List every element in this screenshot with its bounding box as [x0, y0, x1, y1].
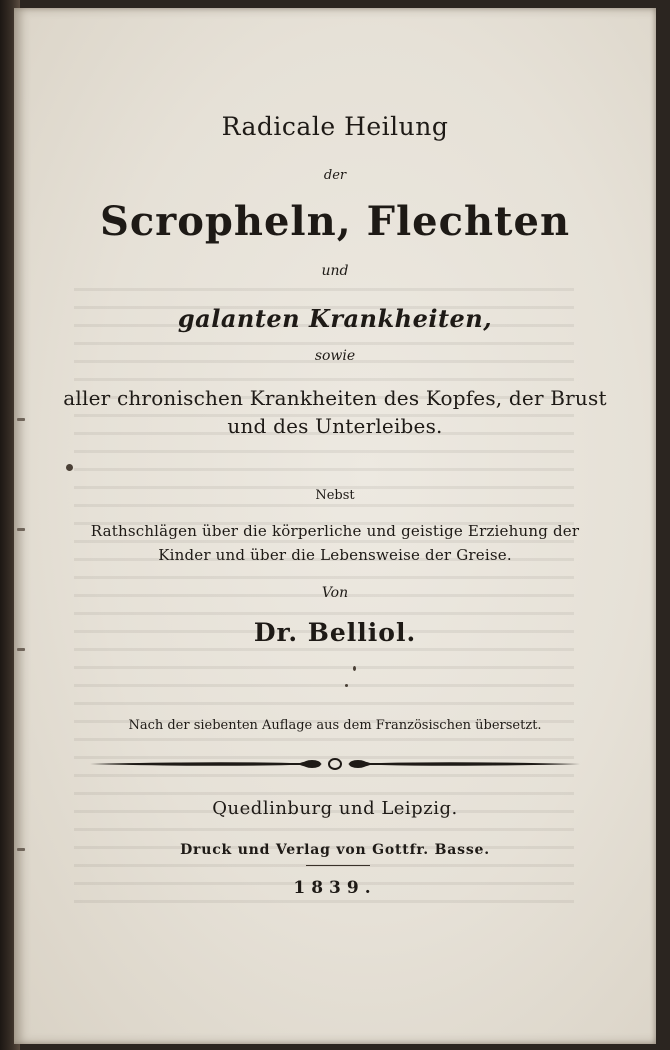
- author-von: Von: [321, 585, 349, 601]
- title-line-unterleibes: und des Unterleibes.: [227, 414, 443, 438]
- imprint-year: 1839.: [293, 878, 377, 898]
- translation-note: Nach der siebenten Auflage aus dem Französischen übersetzt.: [128, 718, 542, 733]
- paper-speck: [345, 684, 348, 687]
- title-line-scropheln: Scropheln, Flechten: [99, 198, 571, 245]
- binding-stitch: [17, 648, 25, 651]
- title-line-galanten: galanten Krankheiten,: [177, 304, 493, 333]
- paper-speck: [353, 666, 356, 671]
- title-line-chronischen: aller chronischen Krankheiten des Kopfes, der Brust: [63, 386, 607, 410]
- paper-speck: [66, 464, 73, 471]
- title-connector-der: der: [323, 168, 347, 183]
- imprint-place: Quedlinburg und Leipzig.: [212, 798, 458, 819]
- short-divider: [306, 865, 370, 866]
- ornamental-rule-icon: [90, 756, 580, 772]
- subtitle-line-1: Rathschlägen über die körperliche und geistige Erziehung der: [90, 522, 580, 540]
- title-connector-und: und: [321, 263, 349, 279]
- title-connector-sowie: sowie: [314, 348, 356, 364]
- subtitle-nebst: Nebst: [315, 488, 355, 503]
- author-name: Dr. Belliol.: [253, 618, 417, 647]
- title-line-radicale-heilung: Radicale Heilung: [221, 112, 449, 141]
- title-page: [14, 8, 656, 1044]
- subtitle-line-2: Kinder und über die Lebensweise der Greise.: [158, 546, 512, 564]
- imprint-publisher: Druck und Verlag von Gottfr. Basse.: [180, 842, 490, 858]
